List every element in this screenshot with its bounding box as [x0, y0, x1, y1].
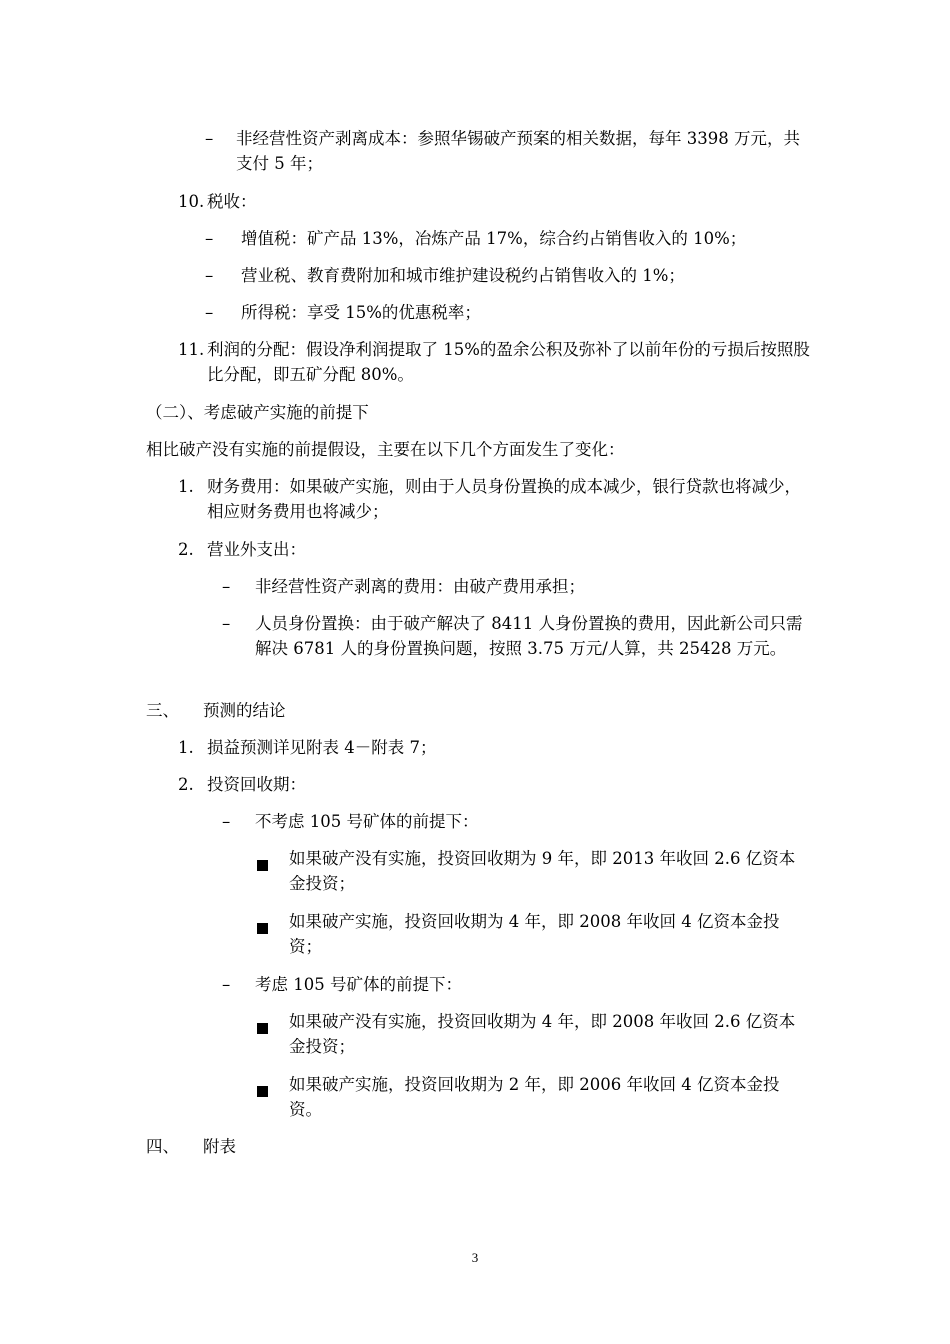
dash-bullet: – — [222, 812, 231, 831]
list-item-text: 财务费用：如果破产实施，则由于人员身份置换的成本减少，银行贷款也将减少，相应财务费用也将减少； — [207, 477, 801, 521]
list-item-text: 损益预测详见附表 4－附表 7； — [207, 738, 437, 757]
list-item-text: 如果破产没有实施，投资回收期为 4 年，即 2008 年收回 2.6 亿资本金投资； — [289, 1012, 796, 1056]
square-bullet-icon — [257, 1016, 268, 1041]
dash-bullet: – — [222, 614, 231, 633]
list-item-text: 如果破产没有实施，投资回收期为 9 年，即 2013 年收回 2.6 亿资本金投资； — [289, 849, 796, 893]
list-item-text: 考虑 105 号矿体的前提下： — [255, 975, 462, 994]
list-item-text: 人员身份置换：由于破产解决了 8411 人身份置换的费用，因此新公司只需解决 6781 人的身份置换问题，按照 3.75 万元/人算，共 25428 万元。 — [255, 614, 803, 658]
list-number: 10. — [178, 192, 205, 211]
section-number: 三、 — [146, 701, 179, 720]
list-item-text: 营业外支出： — [207, 540, 306, 559]
dash-bullet: – — [222, 577, 231, 596]
list-number: 2. — [178, 775, 194, 794]
list-item-text: 不考虑 105 号矿体的前提下： — [255, 812, 479, 831]
list-item-text: 所得税：享受 15%的优惠税率； — [241, 303, 481, 322]
list-item-text: 税收： — [207, 192, 257, 211]
dash-bullet: – — [205, 229, 214, 248]
section-number: 四、 — [146, 1137, 179, 1156]
list-item-text: 非经营性资产剥离的费用：由破产费用承担； — [255, 577, 585, 596]
list-item-text: 营业税、教育费附加和城市维护建设税约占销售收入的 1%； — [241, 266, 685, 285]
square-bullet-icon — [257, 916, 268, 941]
dash-bullet: – — [205, 129, 214, 148]
section-title: 附表 — [203, 1137, 236, 1156]
list-item-text: 利润的分配：假设净利润提取了 15%的盈余公积及弥补了以前年份的亏损后按照股比分配，即五矿分配 80%。 — [207, 340, 810, 384]
list-item-text: 如果破产实施，投资回收期为 2 年，即 2006 年收回 4 亿资本金投资。 — [289, 1075, 780, 1119]
dash-bullet: – — [222, 975, 231, 994]
list-number: 1. — [178, 738, 194, 757]
list-number: 1. — [178, 477, 194, 496]
list-item-text: 投资回收期： — [207, 775, 306, 794]
dash-bullet: – — [205, 303, 214, 322]
list-item-text: 非经营性资产剥离成本：参照华锡破产预案的相关数据，每年 3398 万元，共支付 5 年； — [236, 129, 800, 173]
list-number: 2. — [178, 540, 194, 559]
list-number: 11. — [178, 340, 205, 359]
dash-bullet: – — [205, 266, 214, 285]
list-item-text: 如果破产实施，投资回收期为 4 年，即 2008 年收回 4 亿资本金投资； — [289, 912, 780, 956]
paragraph-text: 相比破产没有实施的前提假设，主要在以下几个方面发生了变化： — [146, 440, 625, 459]
section-heading-text: （二）、考虑破产实施的前提下 — [146, 403, 369, 422]
list-item-text: 增值税：矿产品 13%，冶炼产品 17%，综合约占销售收入的 10%； — [241, 229, 747, 248]
square-bullet-icon — [257, 853, 268, 878]
page-number: 3 — [471, 1250, 479, 1265]
square-bullet-icon — [257, 1079, 268, 1104]
section-title: 预测的结论 — [203, 701, 286, 720]
